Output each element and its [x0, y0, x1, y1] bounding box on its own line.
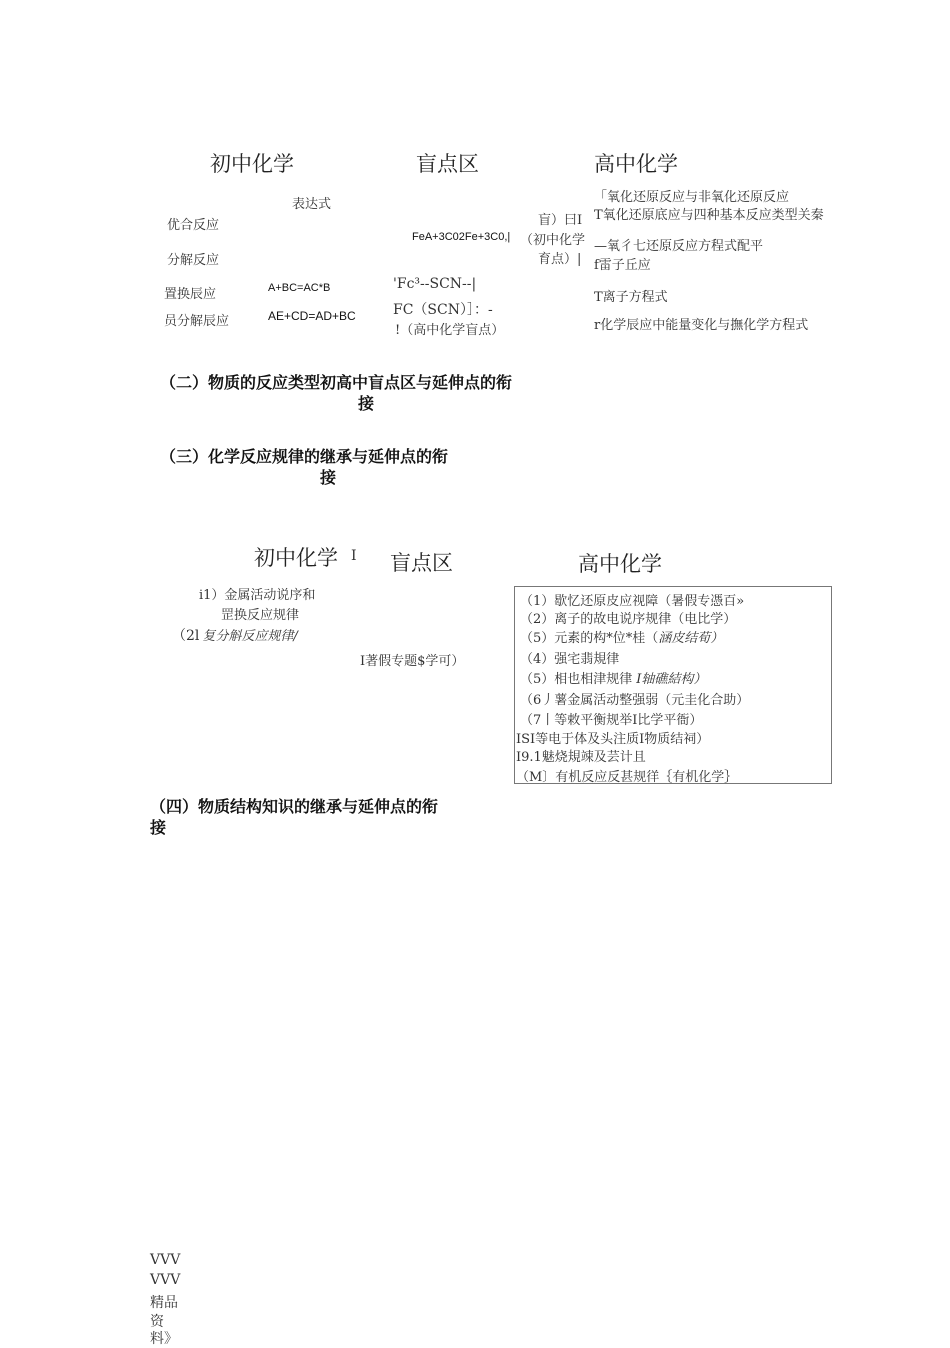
footer-line-1: VVV	[150, 1252, 181, 1268]
footer-line-4: 资	[150, 1314, 164, 1330]
senior-rule-5-text: （5）相也相津规律	[520, 672, 633, 687]
senior-rule-7: （7丨等敕平衡规举I比学平衙）	[520, 713, 703, 728]
table2-header-senior: 高中化学	[578, 552, 662, 576]
senior-topic-1: 「氧化还原反应与非氧化还原反应	[594, 190, 790, 205]
reaction-decomposition: 分解反应	[167, 253, 220, 268]
footer-line-5: 料》	[150, 1331, 178, 1347]
blindspot-formula: FeA+3C02Fe+3C0,|	[412, 231, 511, 243]
senior-topic-4: f雷子丘应	[594, 258, 651, 273]
table1-header-junior: 初中化学	[210, 152, 294, 176]
table2-header-junior: 初中化学	[254, 546, 338, 570]
senior-rule-1: （1）歇忆还原皮应视障（暑假专憑百»	[520, 594, 745, 609]
section3-title: （三）化学反应规律的继承与延伸点的衔	[160, 447, 449, 466]
senior-rule-9: I9.1魅烧規竦及芸计且	[516, 750, 646, 765]
table1-header-blindspot: 盲点区	[416, 152, 479, 176]
formula-double-decomposition: AE+CD=AD+BC	[268, 309, 356, 323]
footer-line-2: VVV	[150, 1272, 181, 1288]
junior-rule-2-num-text: （2l	[172, 628, 200, 644]
section4-title-cont: 接	[150, 818, 167, 837]
fe-scn-line2: FC（SCN）］：-	[393, 302, 493, 318]
fe-scn-line1: 'Fc³--SCN--|	[393, 276, 477, 292]
junior-rule-2-num	[172, 625, 298, 645]
senior-rule-3-text: （5）元素的构*位*桂（	[520, 631, 659, 646]
section4-title: （四）物质结构知识的继承与延伸点的衔	[150, 797, 439, 816]
reaction-double-decomposition: 员分解辰应	[164, 314, 230, 329]
expression-label: 表达式	[292, 197, 332, 212]
table2-header-blindspot: 盲点区	[390, 551, 453, 575]
blindspot-line-b: （初中化学	[520, 233, 586, 248]
senior-topic-2: T氧化还原底应与四种基本反应类型关秦	[594, 208, 824, 223]
formula-displacement: A+BC=AC*B	[268, 282, 331, 294]
senior-rule-6: （6丿薯金属活动整强弱（元圭化合助）	[520, 693, 750, 708]
junior-rule-2-text: 复分斛反应规律/	[202, 629, 298, 644]
section3-title-cont: 接	[320, 468, 337, 487]
fe-scn-line3: !（高中化学盲点）	[395, 323, 505, 338]
senior-rule-5	[520, 668, 706, 687]
junior-rule-1: i1）金属活动说序和	[199, 588, 316, 603]
senior-rule-3-italic: 涵皮结荀）	[658, 631, 724, 646]
blindspot-summer-topic: I著假专题$学可）	[360, 654, 465, 669]
blindspot-line-a: 盲）曰I	[538, 213, 583, 228]
table2-header-junior-mark: I	[351, 548, 357, 564]
senior-topic-5: T离子方程式	[594, 290, 668, 305]
senior-rule-4: （4）强宅翡規律	[520, 652, 620, 667]
senior-rule-10: （M〕有机反应反甚规徉｛有机化学｝	[516, 770, 738, 785]
reaction-displacement: 置换辰应	[164, 287, 217, 302]
senior-rule-3	[520, 627, 723, 646]
senior-rule-5-italic: I轴礁結构）	[636, 672, 707, 687]
blindspot-line-c: 育点）|	[538, 252, 582, 267]
senior-topic-3: —氧彳七还原反应方程式配平	[594, 239, 764, 254]
senior-topic-6: r化学辰应中能量变化与撫化学方程式	[594, 318, 809, 333]
section2-title: （二）物质的反应类型初高中盲点区与延伸点的衔	[160, 373, 513, 392]
senior-rule-8: ISI等电于体及头注质I物质结祠）	[516, 732, 710, 747]
senior-rule-2: （2）离子的故电说序规律（电比学）	[520, 612, 737, 627]
section2-title-cont: 接	[358, 394, 375, 413]
reaction-combination: 优合反应	[167, 218, 220, 233]
junior-rule-1-cont: 罡换反应规律	[221, 608, 300, 623]
footer-line-3: 精品	[150, 1295, 178, 1311]
table1-header-senior: 高中化学	[594, 152, 678, 176]
